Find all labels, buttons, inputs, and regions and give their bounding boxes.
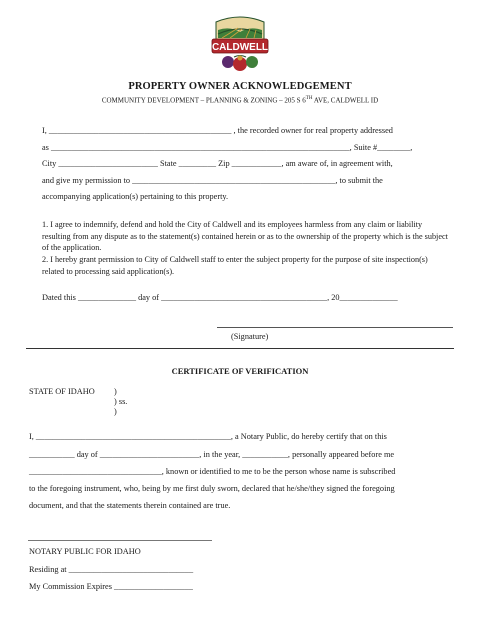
notary-line-2[interactable]: ___________ day of ________________________, in the year, ___________, personally appeared before me [29, 450, 395, 459]
notary-line-4: to the foregoing instrument, who, being by me first duly sworn, declared that he/she/they signed the foregoing [29, 484, 395, 493]
notary-public-label: NOTARY PUBLIC FOR IDAHO [29, 547, 141, 556]
certificate-title: CERTIFICATE OF VERIFICATION [171, 366, 309, 376]
city-state-zip-line[interactable]: City ________________________ State _________ Zip ____________, am aware of, in agreement with, [42, 159, 393, 168]
page-title: PROPERTY OWNER ACKNOWLEDGEMENT [128, 81, 352, 92]
paren-3: ) [114, 407, 117, 416]
paren-1: ) [114, 387, 117, 396]
commission-expires-line[interactable]: My Commission Expires ___________________ [29, 582, 193, 591]
subtitle-superscript: TH [305, 96, 313, 101]
owner-name-line[interactable]: I, ____________________________________________ , the recorded owner for real property addressed [42, 126, 393, 135]
application-line: accompanying application(s) pertaining to this property. [42, 192, 229, 201]
dated-line[interactable]: Dated this ______________ day of ________________________________________, 20______________ [42, 293, 398, 302]
caldwell-logo [210, 10, 270, 74]
indemnify-clause: 1. I agree to indemnify, defend and hold the City of Caldwell and its employees harmless from any claim or liability resulting from any dispute as to the statement(s) contained herein or as to the ownership of the property which is the subject of the application. [42, 220, 448, 252]
notary-signature-line[interactable] [28, 540, 212, 541]
permission-line[interactable]: and give my permission to _________________________________________________, to submit the [42, 176, 383, 185]
notary-line-5: document, and that the statements therein contained are true. [29, 501, 231, 510]
signature-label: (Signature) [231, 332, 269, 341]
residing-at-line[interactable]: Residing at ______________________________ [29, 565, 194, 574]
subtitle-text-end: AVE, CALDWELL ID [312, 96, 379, 105]
address-line[interactable]: as ________________________________________________________________________, Suite #________, [42, 143, 413, 152]
signature-line[interactable] [217, 327, 453, 328]
page-subtitle [0, 96, 480, 104]
permission-clause: 2. I hereby grant permission to City of Caldwell staff to enter the subject property for the purpose of site inspection(s) related to processing said application(s). [42, 255, 428, 276]
notary-line-1[interactable]: I, _______________________________________________, a Notary Public, do hereby certify that on this [29, 432, 387, 441]
section-divider [26, 348, 454, 349]
state-label: STATE OF IDAHO [29, 387, 95, 396]
subtitle-text: COMMUNITY DEVELOPMENT – PLANNING & ZONING – 205 S 6 [101, 96, 306, 105]
logo-wordmark: CALDWELL [211, 42, 269, 53]
notary-line-3[interactable]: ________________________________, known or identified to me to be the person whose name is subscribed [29, 467, 396, 476]
paren-ss: ) ss. [114, 397, 128, 406]
